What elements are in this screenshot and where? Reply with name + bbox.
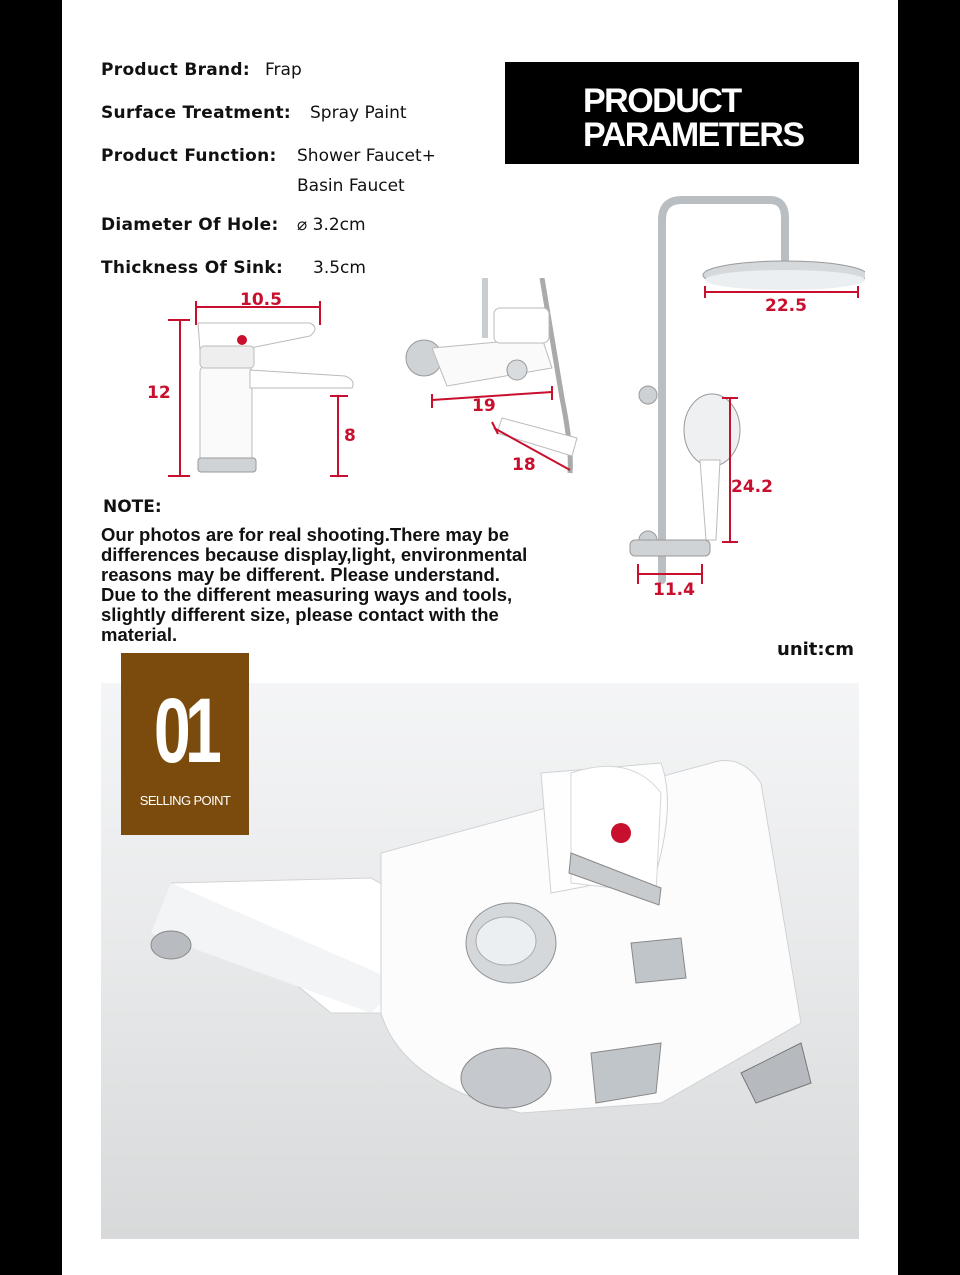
spec-function-value-1: Shower Faucet+	[297, 146, 436, 166]
product-parameters-banner	[505, 62, 859, 164]
spec-function-value-2: Basin Faucet	[297, 176, 405, 196]
note-line: reasons may be different. Please understand.	[101, 564, 500, 585]
note-line: Our photos are for real shooting.There may be	[101, 524, 510, 545]
note-line: material.	[101, 624, 178, 645]
spout-length-label: 18	[512, 455, 536, 475]
spec-hole-label: Diameter Of Hole:	[101, 215, 279, 235]
spec-surface-label: Surface Treatment:	[101, 103, 292, 123]
unit-label: unit:cm	[777, 639, 855, 660]
spec-brand-value: Frap	[265, 60, 302, 80]
bar-width-label: 11.4	[653, 580, 695, 600]
note-line: slightly different size, please contact with the	[101, 604, 499, 625]
bath-mixer-diagram	[402, 278, 582, 478]
spec-function-label: Product Function:	[101, 146, 277, 166]
basin-width-label: 10.5	[240, 290, 282, 310]
basin-height-label: 12	[147, 383, 171, 403]
spec-surface-value: Spray Paint	[310, 103, 407, 123]
banner-title	[583, 84, 804, 152]
note-title: NOTE:	[103, 497, 162, 517]
note-line: differences because display,light, environmental	[101, 544, 528, 565]
mixer-width-label: 19	[472, 396, 496, 416]
shower-head-label: 22.5	[765, 296, 807, 316]
shower-set-diagram	[620, 180, 865, 605]
hand-shower-label: 24.2	[731, 477, 773, 497]
basin-faucet-diagram	[160, 288, 370, 488]
basin-spout-height-label: 8	[344, 426, 356, 446]
selling-point-label: SELLING POINT	[139, 793, 231, 808]
selling-point-badge	[121, 653, 249, 835]
note-text	[101, 525, 527, 645]
spec-brand-label: Product Brand:	[101, 60, 250, 80]
banner-line-1: PRODUCT	[583, 82, 741, 120]
banner-line-2: PARAMETERS	[583, 116, 804, 154]
selling-point-number: 01	[153, 680, 217, 782]
spec-sink-value: 3.5cm	[313, 258, 366, 278]
note-line: Due to the different measuring ways and tools,	[101, 584, 513, 605]
spec-hole-value: ⌀ 3.2cm	[297, 215, 366, 235]
spec-sink-label: Thickness Of Sink:	[101, 258, 284, 278]
